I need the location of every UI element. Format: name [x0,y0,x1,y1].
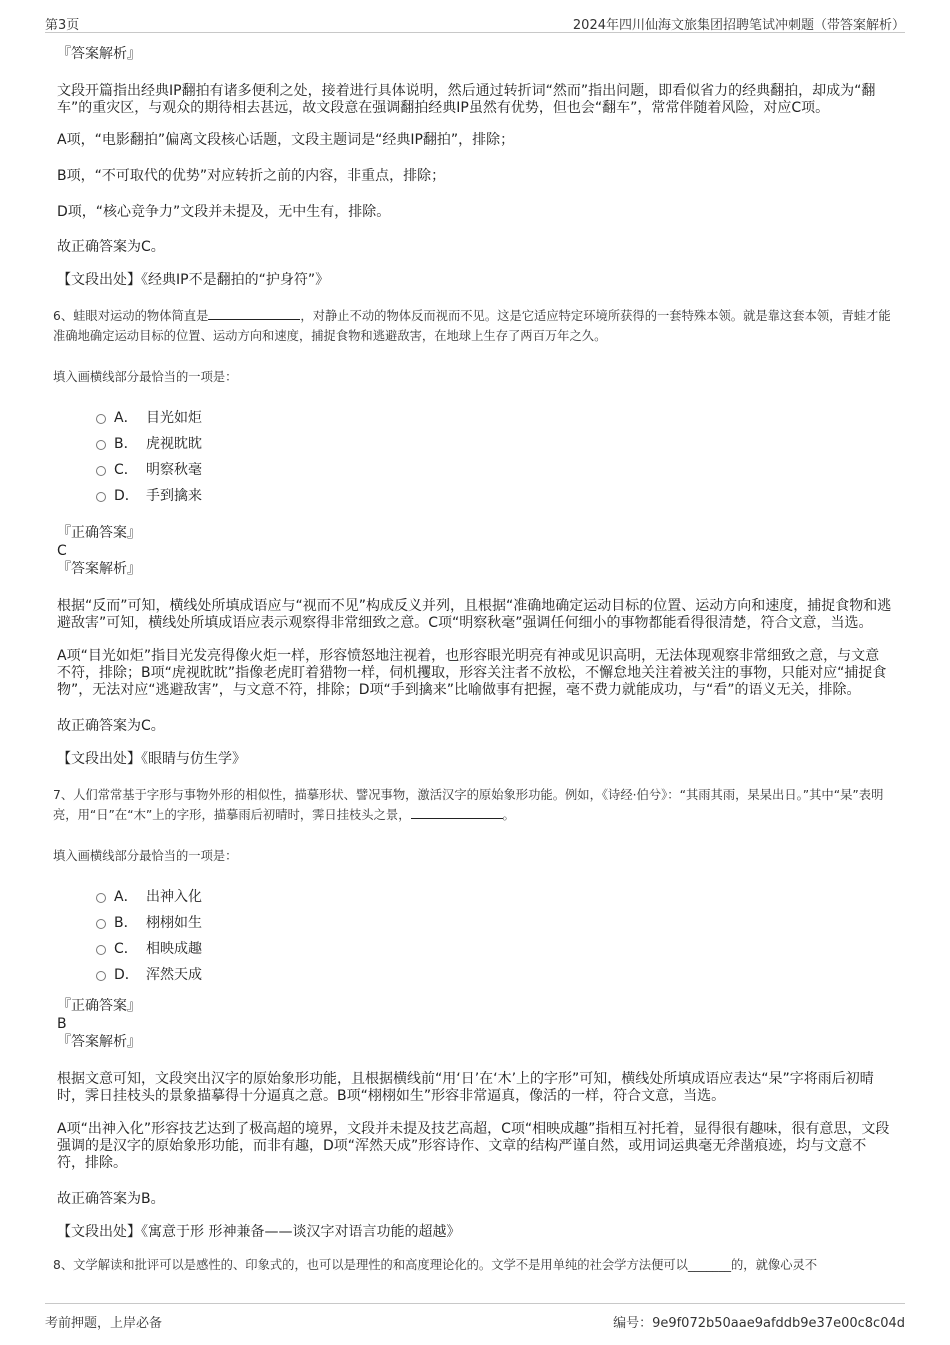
radio-icon[interactable] [96,893,106,903]
radio-icon[interactable] [96,971,106,981]
analysis-paragraph: D项，“核心竞争力”文段并未提及，无中生有，排除。 [57,204,391,220]
question-6-prompt: 填入画横线部分最恰当的一项是： [53,370,238,384]
analysis-paragraph: 故正确答案为C。 [57,239,165,255]
question-7-prompt: 填入画横线部分最恰当的一项是： [53,849,238,863]
footer-slogan: 考前押题，上岸必备 [45,1316,163,1331]
analysis-paragraph: 故正确答案为C。 [57,718,165,734]
page-footer [45,1303,905,1331]
option-d[interactable]: D． 手到擒来 [96,482,892,508]
radio-icon[interactable] [96,492,106,502]
option-c[interactable]: C． 明察秋毫 [96,456,892,482]
document-body [53,45,892,1275]
document-id: 编号：9e9f072b50aae9afddb9e37e00c8c04d [613,1316,905,1331]
fill-blank-line [411,806,503,819]
option-d[interactable]: D． 浑然天成 [96,961,892,987]
answer-analysis-heading: 『答案解析』 [57,1034,141,1050]
source-citation: 【文段出处】《寓意于形 形神兼备——谈汉字对语言功能的超越》 [57,1224,461,1240]
correct-answer-value: B [57,1016,67,1032]
analysis-paragraph: 根据文意可知，文段突出汉字的原始象形功能，且根据横线前“用‘日’在‘木’上的字形”可知，横线处所填成语应表达“杲”字将雨后初晴时，霁日挂枝头的景象描摹得十分逼真之意。B项“栩栩如生”形容非常逼真，像活的一样，符合文意，当选。 [57,1071,874,1104]
analysis-paragraph: A项，“电影翻拍”偏离文段核心话题，文段主题词是“经典IP翻拍”，排除； [57,132,515,148]
analysis-paragraph: 根据“反而”可知，横线处所填成语应与“视而不见”构成反义并列，且根据“准确地确定运动目标的位置、运动方向和速度，捕捉食物和逃避敌害”可知，横线处所填成语应表示观察得非常细致之意。C项“明察秋毫”强调任何细小的事物都能看得很清楚，符合文意，当选。 [57,598,892,631]
option-b[interactable]: B． 栩栩如生 [96,909,892,935]
radio-icon[interactable] [96,414,106,424]
analysis-paragraph: A项“目光如炬”指目光发亮得像火炬一样，形容愤怒地注视着，也形容眼光明亮有神或见识高明，无法体现观察非常细致之意，与文意不符，排除；B项“虎视眈眈”指像老虎盯着猎物一样，伺机攫取，形容关注者不放松，不懈怠地关注着被关注的事物，只能对应“捕捉食物”，无法对应“逃避敌害”，与文意不符，排除；D项“手到擒来”比喻做事有把握，毫不费力就能成功，与“看”的语义无关，排除。 [57,648,887,698]
question-7-options [96,883,892,987]
correct-answer-value: C [57,543,67,559]
radio-icon[interactable] [96,466,106,476]
option-b[interactable]: B． 虎视眈眈 [96,430,892,456]
page-number: 第3页 [45,18,80,33]
option-c[interactable]: C． 相映成趣 [96,935,892,961]
radio-icon[interactable] [96,919,106,929]
correct-answer-heading: 『正确答案』 [57,998,141,1014]
question-6-options [96,404,892,508]
radio-icon[interactable] [96,440,106,450]
question-8-stem: 8、文学解读和批评可以是感性的、印象式的，也可以是理性的和高度理论化的。文学不是用单纯的社会学方法便可以_______的，就像心灵不 [53,1258,818,1272]
option-a[interactable]: A． 出神入化 [96,883,892,909]
analysis-paragraph: 文段开篇指出经典IP翻拍有诸多便利之处，接着进行具体说明，然后通过转折词“然而”指出问题，即看似省力的经典翻拍，却成为“翻车”的重灾区，与观众的期待相去甚远，故文段意在强调翻拍经典IP虽然有优势，但也会“翻车”，常常伴随着风险，对应C项。 [57,83,876,116]
document-title: 2024年四川仙海文旅集团招聘笔试冲刺题（带答案解析） [572,18,905,33]
analysis-paragraph: 故正确答案为B。 [57,1191,165,1207]
radio-icon[interactable] [96,945,106,955]
question-7-stem: 7、人们常常基于字形与事物外形的相似性，描摹形状、譬况事物，激活汉字的原始象形功能。例如，《诗经·伯兮》：“其雨其雨，杲杲出日。”其中“杲”表明亮，用“日”在“木”上的字形，描摹雨后初晴时，霁日挂枝头之景， 。 [53,788,884,822]
page-header [45,12,905,33]
analysis-paragraph: A项“出神入化”形容技艺达到了极高超的境界，文段并未提及技艺高超，C项“相映成趣”指相互衬托着，显得很有趣味，很有意思，文段强调的是汉字的原始象形功能，而非有趣，D项“浑然天成”形容诗作、文章的结构严谨自然，或用词运典毫无斧凿痕迹，均与文意不符，排除。 [57,1121,890,1171]
analysis-paragraph: B项，“不可取代的优势”对应转折之前的内容，非重点，排除； [57,168,446,184]
answer-analysis-heading: 『答案解析』 [57,46,141,62]
source-citation: 【文段出处】《经典IP不是翻拍的“护身符”》 [57,272,330,288]
fill-blank-line [208,307,300,320]
source-citation: 【文段出处】《眼睛与仿生学》 [57,751,246,767]
correct-answer-heading: 『正确答案』 [57,525,141,541]
option-a[interactable]: A． 目光如炬 [96,404,892,430]
answer-analysis-heading: 『答案解析』 [57,561,141,577]
question-6-stem: 6、蛙眼对运动的物体简直是 ，对静止不动的物体反而视而不见。这是它适应特定环境所获得的一套特殊本领。就是靠这套本领，青蛙才能准确地确定运动目标的位置、运动方向和速度，捕捉食物和逃避敌害，在地球上生存了两百万年之久。 [53,309,891,343]
